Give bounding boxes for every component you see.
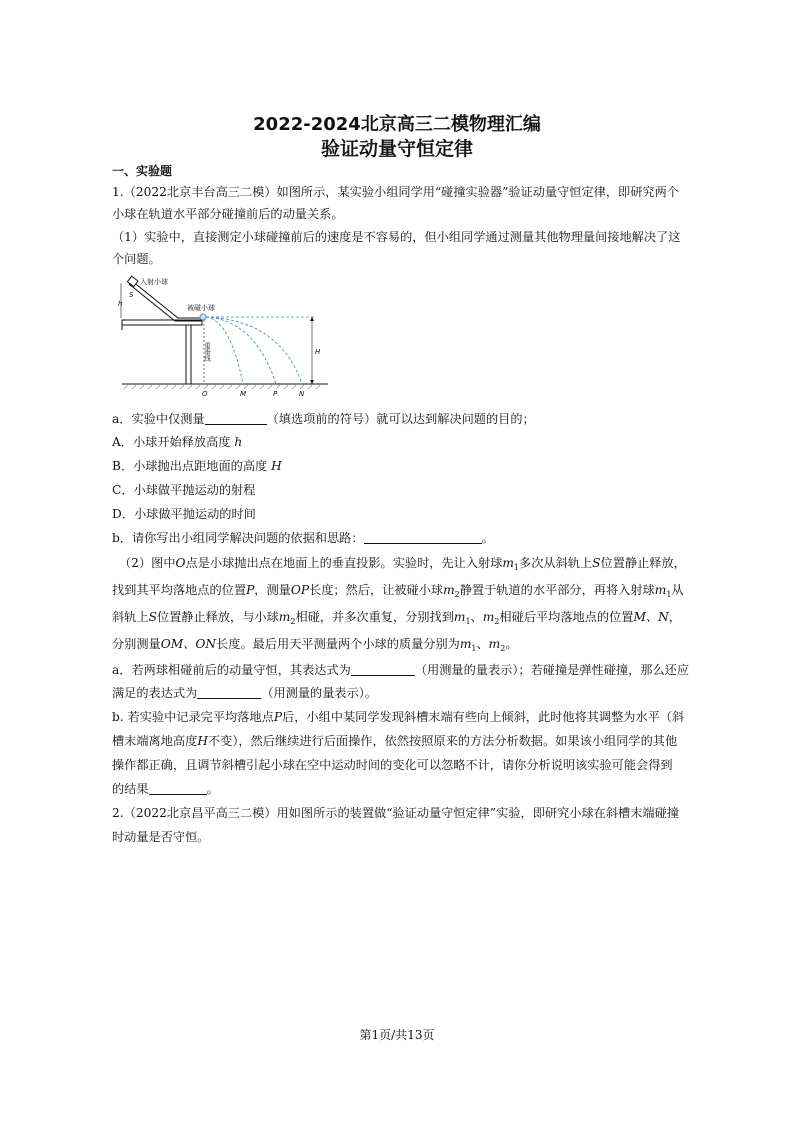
inclined-track xyxy=(132,281,202,318)
answer-blank[interactable] xyxy=(149,782,207,795)
label-O: O xyxy=(202,390,208,398)
answer-blank[interactable] xyxy=(197,686,261,699)
label-N: N xyxy=(299,390,305,398)
q1-line-1: 1.（2022北京丰台高三二模）如图所示，某实验小组同学用“碰撞实验器”验证动量守恒定律，即研究两个 xyxy=(112,185,679,199)
table-leg xyxy=(186,325,191,384)
option-b: B．小球抛出点距地面的高度 H xyxy=(112,459,282,473)
q1-2b-line-2: 槽末端离地高度H不变），然后继续进行后面操作，依然按照原来的方法分析数据。如果该小组同学的其他 xyxy=(112,734,678,748)
q1-part2-line-2: 找到其平均落地点的位置P，测量OP长度；然后，让被碰小球$m_2$静置于轨道的水平部分，再将入射球$m_1$从 xyxy=(112,583,684,599)
answer-blank[interactable] xyxy=(351,663,415,676)
label-S: S xyxy=(129,291,134,299)
answer-blank[interactable] xyxy=(364,531,482,544)
trajectory-n xyxy=(206,317,302,384)
q1-part2-line-1: （2）图中O点是小球抛出点在地面上的垂直投影。实验时，先让入射球$m_1$多次从斜轨上S位置静止释放， xyxy=(119,556,686,572)
option-a: A．小球开始释放高度 h xyxy=(112,435,243,449)
ground-hatching xyxy=(124,384,321,389)
q2-line-1: 2.（2022北京昌平高三二模）用如图所示的装置做“验证动量守恒定律”实验，即研究小球在斜槽末端碰撞 xyxy=(112,806,679,820)
q1-line-2: 小球在轨道水平部分碰撞前后的动量关系。 xyxy=(112,207,344,221)
page-title: 2022-2024北京高三二模物理汇编 xyxy=(253,114,541,135)
page-footer: 第1页/共13页 xyxy=(359,1028,435,1042)
trajectory-m xyxy=(206,317,243,384)
option-c: C．小球做平抛运动的射程 xyxy=(112,483,256,497)
label-M: M xyxy=(240,390,247,398)
label-P: P xyxy=(273,390,278,398)
label-h: h xyxy=(118,300,123,308)
option-d: D．小球做平抛运动的时间 xyxy=(112,507,256,521)
q1-line-3: （1）实验中，直接测定小球碰撞前后的速度是不容易的，但小组同学通过测量其他物理量间接地解决了这 xyxy=(112,230,681,244)
page-subtitle: 验证动量守恒定律 xyxy=(320,138,473,160)
q2-line-2: 时动量是否守恒。 xyxy=(112,830,210,844)
q1-2a-line-2: 满足的表达式为 （用测量的量表示）。 xyxy=(112,686,378,700)
label-plumb-line: 重垂线 xyxy=(203,342,211,362)
q1-a: a．实验中仅测量 （填选项前的符号）就可以达到解决问题的目的； xyxy=(112,412,535,426)
q1-2b-line-4: 的结果 。 xyxy=(112,782,219,796)
q1-2b-line-1: b. 若实验中记录完平均落地点P后，小组中某同学发现斜槽末端有些向上倾斜，此时他将其调整为水平（斜 xyxy=(112,710,685,724)
label-H: H xyxy=(315,348,321,356)
q1-2a-line-1: a．若两球相碰前后的动量守恒，其表达式为 （用测量的量表示）；若碰撞是弹性碰撞，那么还应 xyxy=(112,663,690,677)
section-heading: 一、实验题 xyxy=(112,164,173,178)
q1-part2-line-3: 斜轨上S位置静止释放，与小球$m_2$相碰，并多次重复，分别找到$m_1$、$m_2$相碰后平均落地点的位置M、N， xyxy=(112,610,681,626)
collision-apparatus-figure xyxy=(120,272,330,400)
answer-blank[interactable] xyxy=(205,412,267,425)
q1-line-4: 个问题。 xyxy=(112,252,161,266)
label-target-ball: 被碰小球 xyxy=(187,304,215,312)
q1-b: b．请你写出小组同学解决问题的依据和思路： 。 xyxy=(112,531,494,545)
label-incident-ball: 入射小球 xyxy=(140,278,168,286)
target-ball xyxy=(200,314,206,320)
q1-2b-line-3: 操作都正确，且调节斜槽引起小球在空中运动时间的变化可以忽略不计，请你分析说明该实验可能会得到 xyxy=(112,758,673,772)
q1-part2-line-4: 分别测量OM、ON长度。最后用天平测量两个小球的质量分别为$m_1$、$m_2$。 xyxy=(112,637,518,653)
